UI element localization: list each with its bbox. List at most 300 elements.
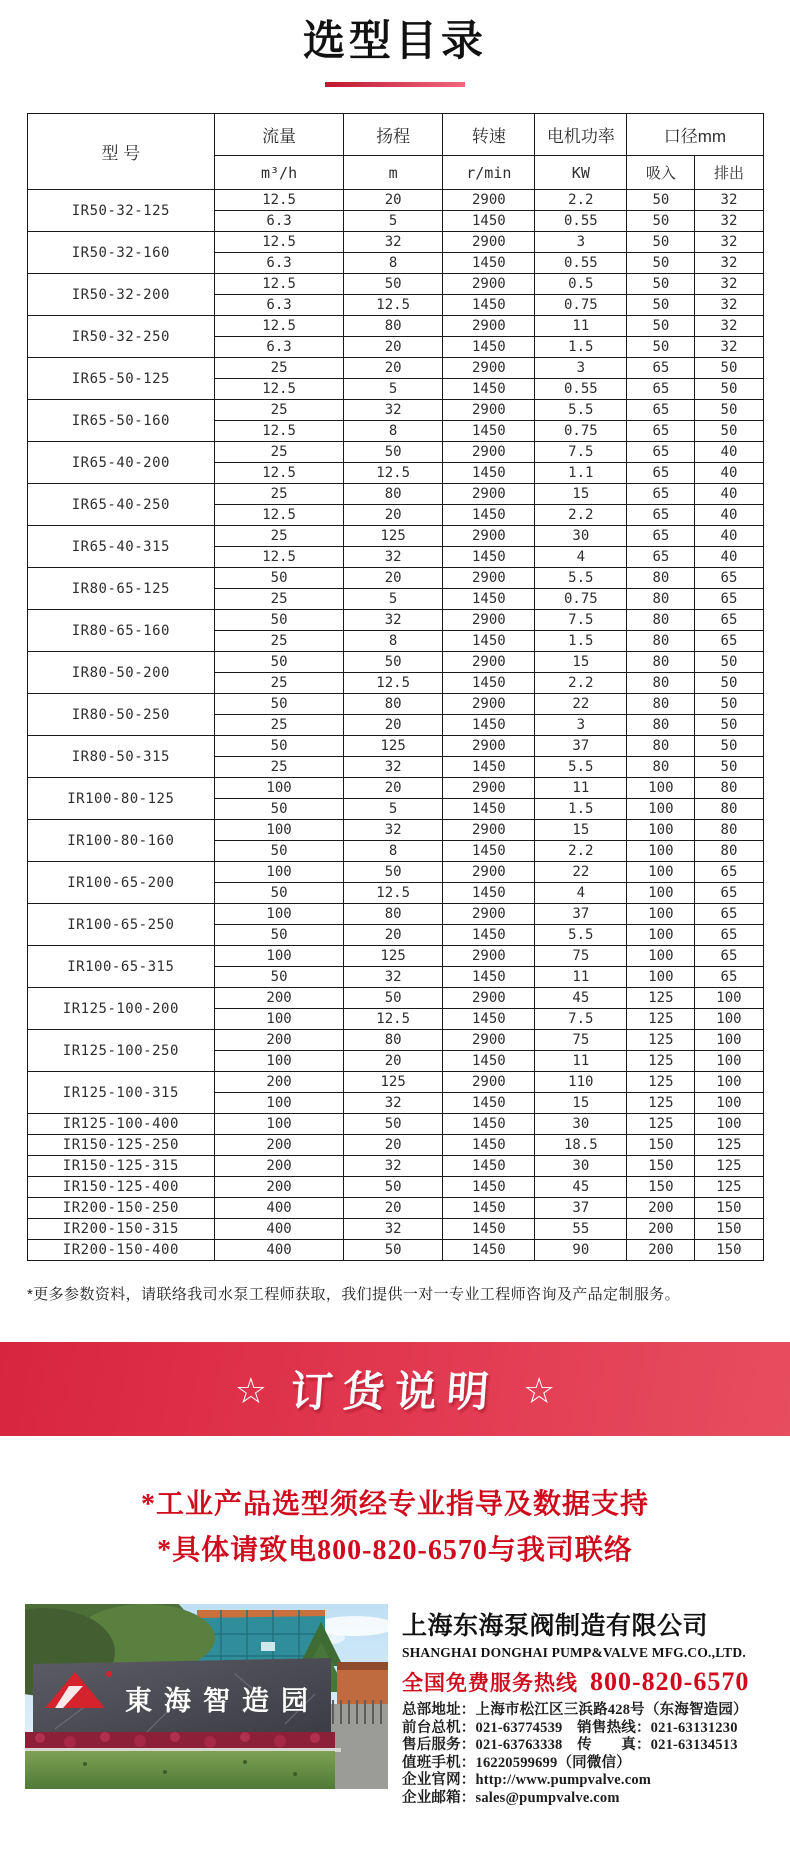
table-row <box>27 1177 763 1198</box>
spec-cell: 100 <box>627 967 695 988</box>
spec-cell: 80 <box>627 631 695 652</box>
spec-cell: 1450 <box>443 1156 535 1177</box>
spec-cell: 50 <box>215 610 344 631</box>
spec-cell: 65 <box>627 421 695 442</box>
spec-cell: 6.3 <box>215 253 344 274</box>
spec-cell: 1450 <box>443 1009 535 1030</box>
spec-cell: 65 <box>627 379 695 400</box>
spec-cell: 1450 <box>443 673 535 694</box>
spec-cell: 20 <box>343 337 442 358</box>
spec-cell: 100 <box>215 1009 344 1030</box>
model-cell: IR200-150-400 <box>27 1240 215 1261</box>
spec-cell: 50 <box>627 253 695 274</box>
spec-cell: 2900 <box>443 946 535 967</box>
spec-cell: 1450 <box>443 1051 535 1072</box>
spec-cell: 32 <box>343 967 442 988</box>
table-row <box>27 694 763 715</box>
spec-cell: 65 <box>627 442 695 463</box>
spec-cell: 50 <box>215 967 344 988</box>
spec-cell: 12.5 <box>343 883 442 904</box>
spec-cell: 20 <box>343 190 442 211</box>
col-header-diameter: 口径mm <box>627 114 763 156</box>
spec-cell: 100 <box>627 862 695 883</box>
spec-cell: 2.2 <box>535 505 627 526</box>
spec-cell: 7.5 <box>535 610 627 631</box>
spec-cell: 0.55 <box>535 253 627 274</box>
catalog-table-body <box>27 190 763 1261</box>
spec-cell: 2900 <box>443 862 535 883</box>
spec-cell: 125 <box>695 1177 763 1198</box>
spec-cell: 1450 <box>443 841 535 862</box>
spec-cell: 50 <box>695 715 763 736</box>
company-info-line: 企业邮箱：sales@pumpvalve.com <box>402 1789 620 1806</box>
spec-cell: 200 <box>215 1177 344 1198</box>
spec-cell: 5.5 <box>535 568 627 589</box>
spec-cell: 2900 <box>443 316 535 337</box>
spec-cell: 50 <box>627 190 695 211</box>
spec-cell: 125 <box>343 1072 442 1093</box>
hotline-label: 全国免费服务热线 <box>402 1671 578 1695</box>
model-cell: IR50-32-200 <box>27 274 215 316</box>
col-header-speed: 转速 <box>443 114 535 156</box>
spec-cell: 80 <box>627 568 695 589</box>
spec-cell: 50 <box>343 274 442 295</box>
spec-cell: 15 <box>535 1093 627 1114</box>
model-cell: IR65-40-315 <box>27 526 215 568</box>
spec-cell: 32 <box>343 547 442 568</box>
spec-cell: 65 <box>695 568 763 589</box>
spec-cell: 65 <box>627 526 695 547</box>
spec-cell: 1.5 <box>535 337 627 358</box>
table-row <box>27 1135 763 1156</box>
company-name-cn: 上海东海泵阀制造有限公司 <box>402 1612 709 1640</box>
spec-cell: 12.5 <box>343 463 442 484</box>
spec-cell: 200 <box>215 1135 344 1156</box>
model-cell: IR80-50-250 <box>27 694 215 736</box>
spec-cell: 100 <box>627 841 695 862</box>
spec-cell: 150 <box>695 1219 763 1240</box>
table-row <box>27 1240 763 1261</box>
spec-cell: 15 <box>535 484 627 505</box>
spec-cell: 65 <box>695 883 763 904</box>
spec-cell: 65 <box>627 400 695 421</box>
spec-cell: 65 <box>695 589 763 610</box>
table-row <box>27 526 763 547</box>
spec-cell: 2900 <box>443 652 535 673</box>
spec-cell: 25 <box>215 358 344 379</box>
spec-cell: 5.5 <box>535 925 627 946</box>
table-row <box>27 736 763 757</box>
spec-cell: 25 <box>215 673 344 694</box>
col-header-power: 电机功率 <box>535 114 627 156</box>
spec-cell: 37 <box>535 1198 627 1219</box>
table-row <box>27 1219 763 1240</box>
spec-cell: 3 <box>535 358 627 379</box>
spec-cell: 100 <box>695 1030 763 1051</box>
spec-cell: 80 <box>627 757 695 778</box>
col-header-power-unit: KW <box>535 156 627 190</box>
spec-cell: 125 <box>695 1135 763 1156</box>
spec-cell: 20 <box>343 1135 442 1156</box>
spec-cell: 2900 <box>443 232 535 253</box>
spec-cell: 32 <box>343 400 442 421</box>
company-info-line: 总部地址：上海市松江区三浜路428号（东海智造园） <box>402 1702 748 1718</box>
spec-cell: 2.2 <box>535 841 627 862</box>
spec-cell: 32 <box>695 211 763 232</box>
model-cell: IR80-50-200 <box>27 652 215 694</box>
col-header-flow: 流量 <box>215 114 344 156</box>
spec-cell: 11 <box>535 1051 627 1072</box>
spec-cell: 32 <box>343 1156 442 1177</box>
spec-cell: 150 <box>695 1240 763 1261</box>
spec-cell: 50 <box>343 442 442 463</box>
spec-cell: 22 <box>535 862 627 883</box>
spec-cell: 100 <box>215 778 344 799</box>
spec-cell: 20 <box>343 358 442 379</box>
spec-cell: 12.5 <box>215 190 344 211</box>
spec-cell: 50 <box>343 988 442 1009</box>
spec-cell: 50 <box>695 694 763 715</box>
spec-cell: 0.55 <box>535 211 627 232</box>
spec-cell: 2900 <box>443 736 535 757</box>
spec-cell: 3 <box>535 232 627 253</box>
spec-cell: 12.5 <box>215 316 344 337</box>
spec-cell: 150 <box>627 1177 695 1198</box>
spec-cell: 100 <box>215 1051 344 1072</box>
spec-cell: 2900 <box>443 1072 535 1093</box>
spec-cell: 125 <box>627 1072 695 1093</box>
spec-cell: 12.5 <box>215 463 344 484</box>
photo-sign-text: 東海智造园 <box>125 1686 320 1716</box>
spec-cell: 12.5 <box>215 232 344 253</box>
title-divider <box>325 82 465 87</box>
spec-cell: 32 <box>343 610 442 631</box>
model-cell: IR125-100-250 <box>27 1030 215 1072</box>
spec-cell: 80 <box>343 484 442 505</box>
spec-cell: 20 <box>343 505 442 526</box>
spec-cell: 100 <box>627 946 695 967</box>
spec-cell: 1450 <box>443 1240 535 1261</box>
spec-cell: 150 <box>627 1135 695 1156</box>
spec-cell: 200 <box>215 988 344 1009</box>
spec-cell: 11 <box>535 778 627 799</box>
spec-cell: 20 <box>343 1198 442 1219</box>
spec-cell: 4 <box>535 547 627 568</box>
spec-cell: 80 <box>627 736 695 757</box>
spec-cell: 20 <box>343 568 442 589</box>
table-row <box>27 274 763 295</box>
spec-cell: 65 <box>695 610 763 631</box>
spec-cell: 32 <box>695 232 763 253</box>
service-hotline <box>402 1667 770 1697</box>
spec-cell: 5.5 <box>535 400 627 421</box>
spec-cell: 55 <box>535 1219 627 1240</box>
spec-cell: 50 <box>627 337 695 358</box>
spec-cell: 50 <box>695 757 763 778</box>
spec-cell: 50 <box>215 652 344 673</box>
spec-cell: 125 <box>343 526 442 547</box>
spec-cell: 1450 <box>443 925 535 946</box>
spec-cell: 30 <box>535 526 627 547</box>
spec-cell: 1450 <box>443 463 535 484</box>
model-cell: IR100-80-160 <box>27 820 215 862</box>
spec-cell: 80 <box>627 610 695 631</box>
spec-cell: 0.75 <box>535 589 627 610</box>
spec-cell: 3 <box>535 715 627 736</box>
spec-cell: 80 <box>343 316 442 337</box>
spec-cell: 25 <box>215 442 344 463</box>
spec-cell: 125 <box>627 1093 695 1114</box>
table-row <box>27 904 763 925</box>
model-cell: IR125-100-400 <box>27 1114 215 1135</box>
spec-cell: 1450 <box>443 715 535 736</box>
table-row <box>27 232 763 253</box>
spec-cell: 50 <box>215 568 344 589</box>
spec-cell: 11 <box>535 967 627 988</box>
table-row <box>27 400 763 421</box>
company-name-en: SHANGHAI DONGHAI PUMP&VALVE MFG.CO.,LTD. <box>402 1645 746 1660</box>
spec-cell: 50 <box>695 400 763 421</box>
spec-cell: 8 <box>343 841 442 862</box>
spec-cell: 12.5 <box>215 505 344 526</box>
spec-cell: 25 <box>215 631 344 652</box>
spec-cell: 125 <box>343 736 442 757</box>
spec-cell: 32 <box>343 757 442 778</box>
spec-cell: 65 <box>627 484 695 505</box>
spec-cell: 32 <box>343 1093 442 1114</box>
spec-cell: 12.5 <box>215 274 344 295</box>
spec-cell: 18.5 <box>535 1135 627 1156</box>
spec-cell: 80 <box>627 715 695 736</box>
spec-cell: 1450 <box>443 1135 535 1156</box>
spec-cell: 45 <box>535 988 627 1009</box>
spec-cell: 7.5 <box>535 1009 627 1030</box>
spec-cell: 80 <box>343 1030 442 1051</box>
spec-cell: 65 <box>695 631 763 652</box>
spec-cell: 100 <box>627 799 695 820</box>
spec-cell: 2900 <box>443 442 535 463</box>
table-row <box>27 1072 763 1093</box>
spec-cell: 65 <box>627 358 695 379</box>
spec-cell: 1450 <box>443 1198 535 1219</box>
spec-cell: 25 <box>215 757 344 778</box>
company-info-line: 售后服务：021-63763338 传 真：021-63134513 <box>402 1737 738 1753</box>
col-header-head: 扬程 <box>343 114 442 156</box>
photo-grass <box>25 1751 335 1789</box>
spec-cell: 2900 <box>443 358 535 379</box>
spec-cell: 50 <box>627 232 695 253</box>
spec-cell: 90 <box>535 1240 627 1261</box>
spec-cell: 50 <box>627 211 695 232</box>
model-cell: IR200-150-315 <box>27 1219 215 1240</box>
table-header-row-1 <box>27 114 763 156</box>
table-row <box>27 1114 763 1135</box>
company-info <box>402 1604 770 1807</box>
spec-cell: 7.5 <box>535 442 627 463</box>
spec-cell: 65 <box>627 547 695 568</box>
spec-cell: 1450 <box>443 799 535 820</box>
spec-cell: 2900 <box>443 274 535 295</box>
hotline-number: 800-820-6570 <box>590 1667 750 1696</box>
spec-cell: 2.2 <box>535 190 627 211</box>
spec-cell: 30 <box>535 1156 627 1177</box>
spec-cell: 32 <box>695 253 763 274</box>
spec-cell: 20 <box>343 1051 442 1072</box>
spec-cell: 25 <box>215 400 344 421</box>
company-section <box>25 1604 770 1807</box>
spec-cell: 5.5 <box>535 757 627 778</box>
spec-cell: 80 <box>695 799 763 820</box>
spec-cell: 1450 <box>443 1177 535 1198</box>
spec-cell: 200 <box>627 1219 695 1240</box>
col-header-model: 型 号 <box>27 114 215 190</box>
spec-cell: 65 <box>695 925 763 946</box>
table-row <box>27 1030 763 1051</box>
spec-cell: 6.3 <box>215 337 344 358</box>
spec-cell: 200 <box>627 1198 695 1219</box>
model-cell: IR65-40-200 <box>27 442 215 484</box>
spec-cell: 6.3 <box>215 211 344 232</box>
spec-cell: 50 <box>343 1177 442 1198</box>
spec-cell: 50 <box>215 841 344 862</box>
model-cell: IR150-125-400 <box>27 1177 215 1198</box>
table-row <box>27 316 763 337</box>
spec-cell: 6.3 <box>215 295 344 316</box>
model-cell: IR125-100-315 <box>27 1072 215 1114</box>
spec-cell: 50 <box>627 274 695 295</box>
model-cell: IR200-150-250 <box>27 1198 215 1219</box>
spec-cell: 32 <box>343 232 442 253</box>
spec-cell: 2900 <box>443 484 535 505</box>
spec-cell: 50 <box>695 358 763 379</box>
spec-cell: 2900 <box>443 1030 535 1051</box>
spec-cell: 0.5 <box>535 274 627 295</box>
spec-cell: 40 <box>695 526 763 547</box>
spec-cell: 40 <box>695 484 763 505</box>
spec-cell: 30 <box>535 1114 627 1135</box>
spec-cell: 1450 <box>443 211 535 232</box>
spec-cell: 100 <box>695 1009 763 1030</box>
spec-cell: 12.5 <box>343 295 442 316</box>
spec-cell: 50 <box>215 925 344 946</box>
spec-cell: 100 <box>215 946 344 967</box>
spec-cell: 110 <box>535 1072 627 1093</box>
model-cell: IR65-50-125 <box>27 358 215 400</box>
table-row <box>27 484 763 505</box>
spec-cell: 50 <box>215 883 344 904</box>
spec-cell: 2900 <box>443 526 535 547</box>
photo-flower-hedge <box>25 1732 335 1749</box>
model-cell: IR80-65-125 <box>27 568 215 610</box>
spec-cell: 8 <box>343 421 442 442</box>
spec-cell: 80 <box>627 673 695 694</box>
spec-cell: 32 <box>343 820 442 841</box>
spec-cell: 50 <box>343 862 442 883</box>
spec-cell: 1450 <box>443 757 535 778</box>
spec-cell: 50 <box>343 1114 442 1135</box>
page-title: 选型目录 <box>302 17 487 64</box>
table-row <box>27 652 763 673</box>
spec-cell: 15 <box>535 820 627 841</box>
spec-cell: 100 <box>627 904 695 925</box>
spec-cell: 125 <box>627 1030 695 1051</box>
spec-cell: 45 <box>535 1177 627 1198</box>
spec-cell: 400 <box>215 1219 344 1240</box>
spec-cell: 50 <box>695 421 763 442</box>
spec-cell: 65 <box>627 463 695 484</box>
spec-cell: 200 <box>215 1072 344 1093</box>
spec-cell: 50 <box>215 799 344 820</box>
spec-cell: 25 <box>215 715 344 736</box>
spec-cell: 8 <box>343 253 442 274</box>
table-row <box>27 820 763 841</box>
spec-cell: 2900 <box>443 568 535 589</box>
spec-cell: 2900 <box>443 820 535 841</box>
model-cell: IR100-65-200 <box>27 862 215 904</box>
spec-cell: 20 <box>343 778 442 799</box>
model-cell: IR150-125-250 <box>27 1135 215 1156</box>
spec-cell: 125 <box>695 1156 763 1177</box>
spec-cell: 2900 <box>443 904 535 925</box>
spec-cell: 5 <box>343 379 442 400</box>
spec-cell: 40 <box>695 442 763 463</box>
spec-cell: 1450 <box>443 421 535 442</box>
spec-cell: 125 <box>627 988 695 1009</box>
spec-cell: 32 <box>343 1219 442 1240</box>
model-cell: IR150-125-315 <box>27 1156 215 1177</box>
spec-cell: 5 <box>343 799 442 820</box>
model-cell: IR50-32-160 <box>27 232 215 274</box>
spec-cell: 150 <box>627 1156 695 1177</box>
spec-cell: 1450 <box>443 253 535 274</box>
model-cell: IR50-32-250 <box>27 316 215 358</box>
spec-cell: 2900 <box>443 778 535 799</box>
spec-cell: 25 <box>215 526 344 547</box>
spec-cell: 100 <box>215 1114 344 1135</box>
spec-cell: 12.5 <box>215 421 344 442</box>
star-icon: ☆ <box>523 1370 556 1411</box>
spec-cell: 2900 <box>443 988 535 1009</box>
spec-cell: 200 <box>215 1030 344 1051</box>
spec-cell: 125 <box>627 1009 695 1030</box>
spec-cell: 32 <box>695 337 763 358</box>
spec-cell: 1450 <box>443 1219 535 1240</box>
spec-cell: 32 <box>695 295 763 316</box>
spec-cell: 65 <box>627 505 695 526</box>
spec-cell: 50 <box>215 694 344 715</box>
table-row <box>27 988 763 1009</box>
spec-cell: 32 <box>695 316 763 337</box>
spec-cell: 40 <box>695 547 763 568</box>
spec-cell: 37 <box>535 904 627 925</box>
spec-cell: 2900 <box>443 400 535 421</box>
spec-cell: 0.55 <box>535 379 627 400</box>
spec-cell: 2900 <box>443 694 535 715</box>
spec-cell: 1450 <box>443 631 535 652</box>
spec-cell: 50 <box>695 379 763 400</box>
spec-cell: 80 <box>343 904 442 925</box>
order-banner-title: 订货说明 <box>289 1368 501 1415</box>
spec-cell: 100 <box>627 778 695 799</box>
spec-cell: 32 <box>695 274 763 295</box>
spec-cell: 65 <box>695 946 763 967</box>
spec-cell: 80 <box>695 778 763 799</box>
spec-cell: 100 <box>627 820 695 841</box>
spec-cell: 65 <box>695 862 763 883</box>
table-row <box>27 1198 763 1219</box>
spec-cell: 1450 <box>443 883 535 904</box>
spec-cell: 50 <box>343 1240 442 1261</box>
